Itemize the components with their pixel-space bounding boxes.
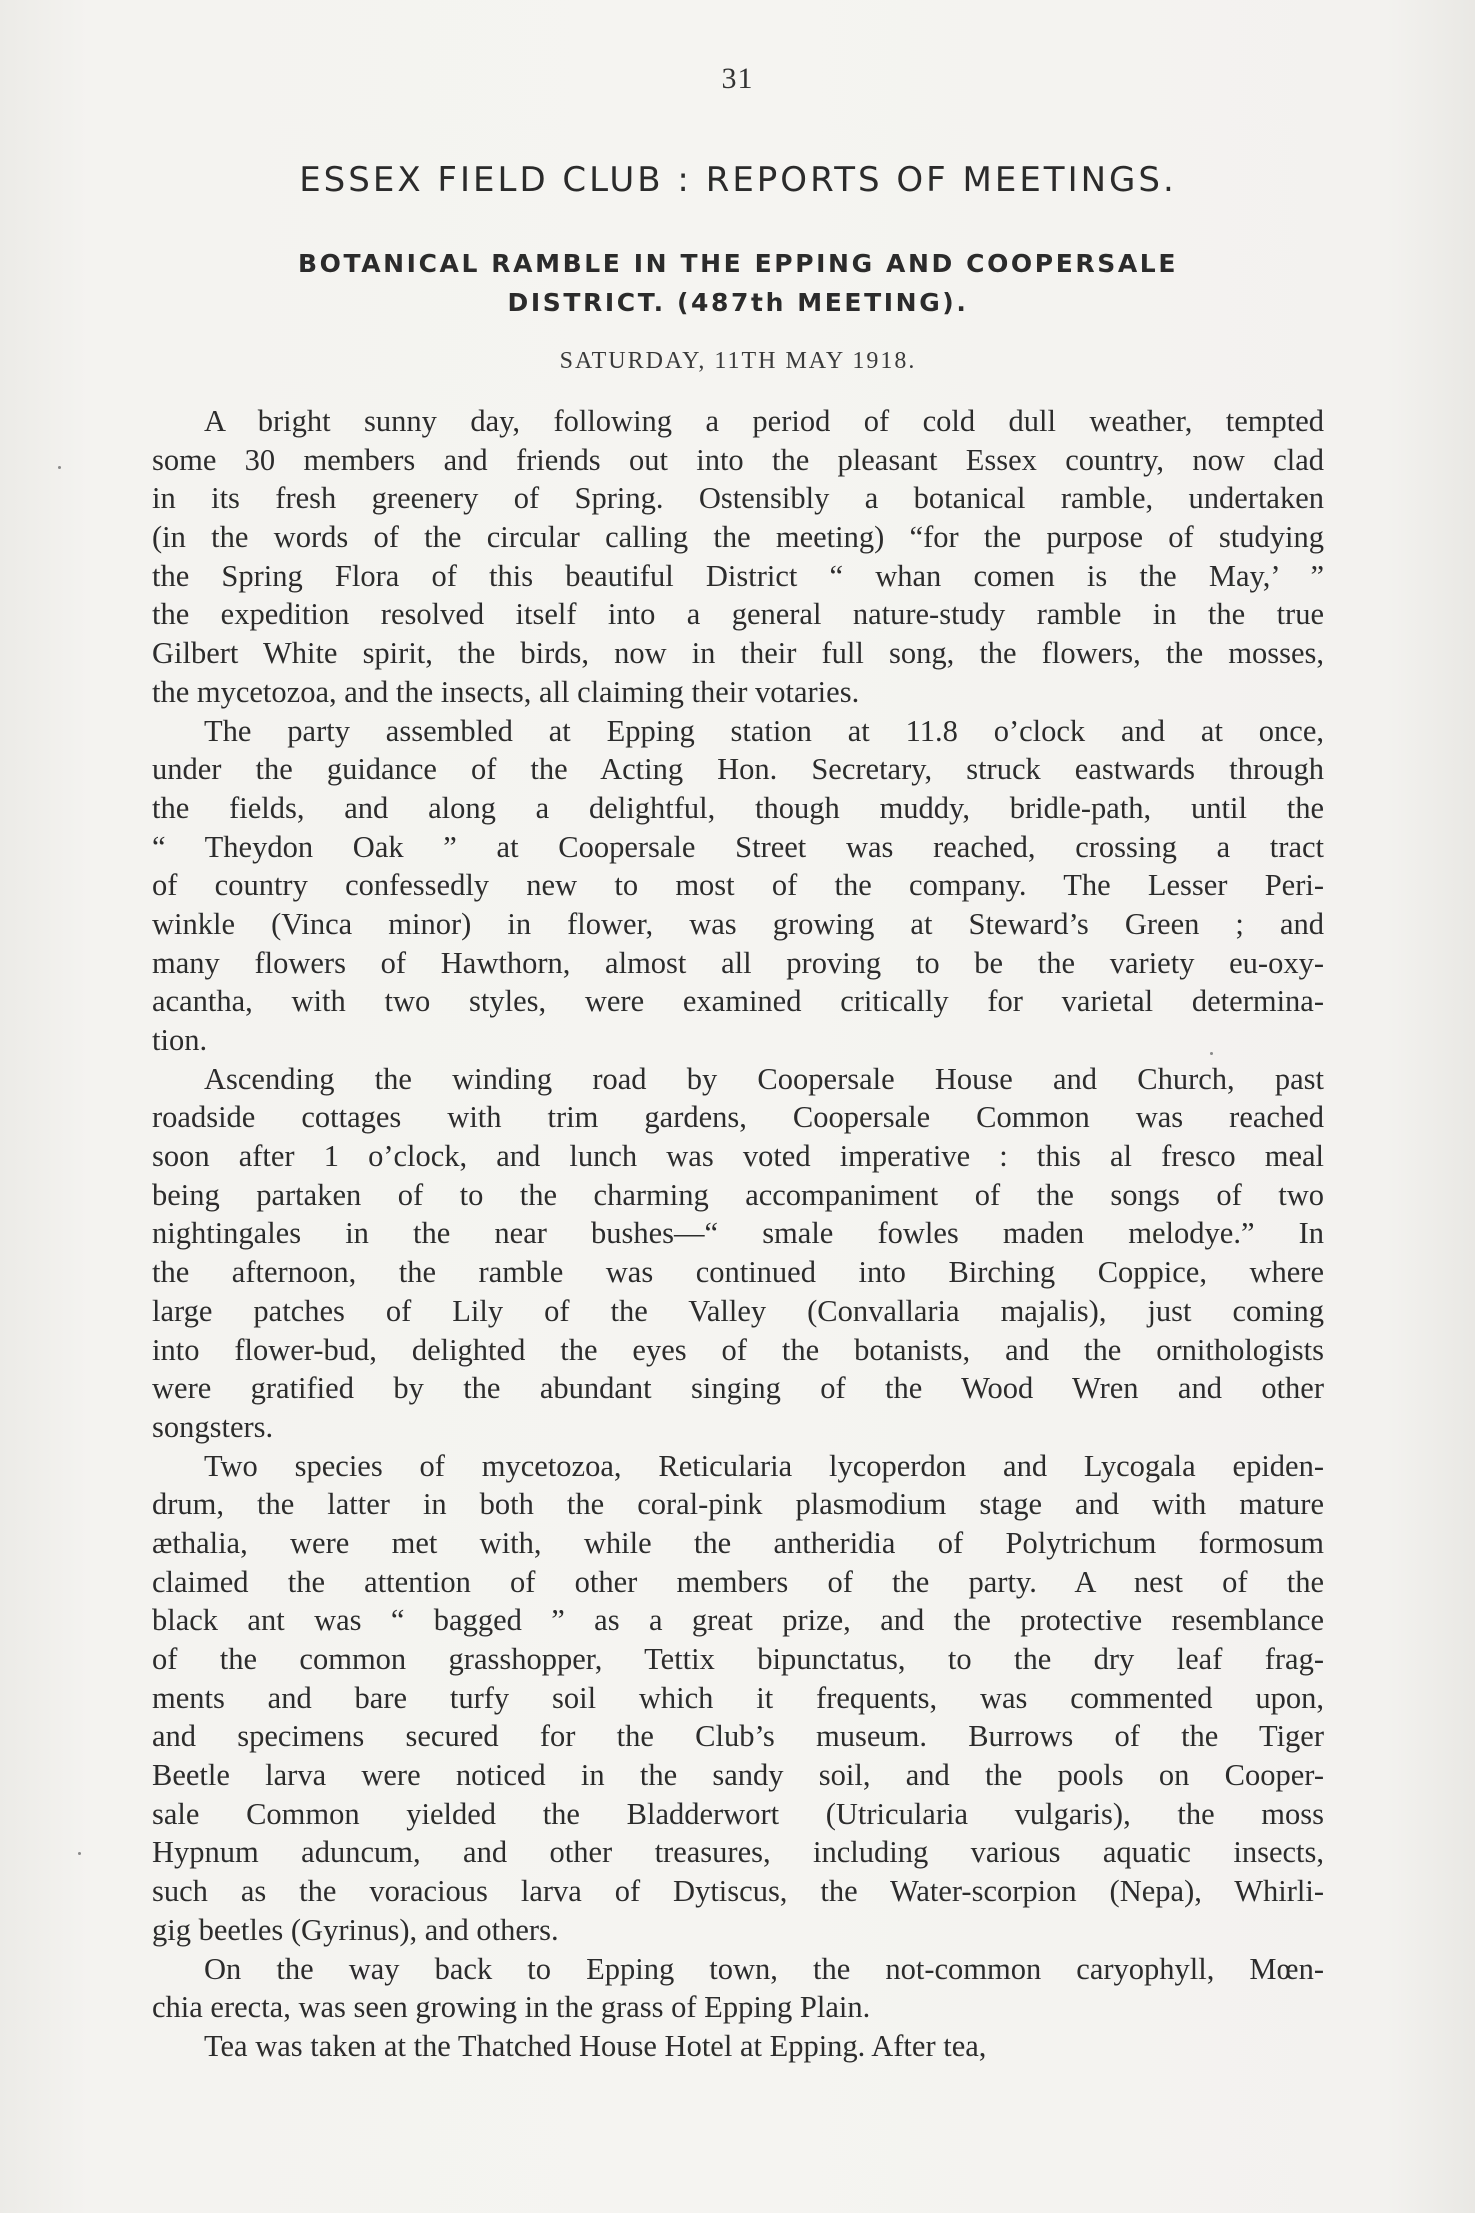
text-line: the expedition resolved itself into a general nature-study ramble in the true	[152, 597, 1324, 632]
text-line: tion.	[152, 1023, 208, 1057]
text-line: claimed the attention of other members of the party. A nest of the	[152, 1564, 1324, 1599]
text-line: gig beetles (Gyrinus), and others.	[152, 1912, 559, 1947]
meeting-title-line: DISTRICT. (487th MEETING).	[507, 288, 969, 317]
paper-speck	[1210, 1052, 1213, 1055]
text-line: æthalia, were met with, while the antheridia of Polytrichum formosum	[152, 1525, 1324, 1560]
text-line: Beetle larva were noticed in the sandy soil, and the pools on Cooper-	[152, 1758, 1324, 1793]
text-line: drum, the latter in both the coral-pink plasmodium stage and with mature	[152, 1487, 1324, 1522]
text-line: the mycetozoa, and the insects, all claiming their votaries.	[152, 674, 860, 709]
text-line: Hypnum aduncum, and other treasures, including various aquatic insects,	[152, 1835, 1324, 1870]
paragraph	[152, 1447, 1324, 1950]
paragraph	[152, 1950, 1324, 2027]
paper-speck	[58, 466, 61, 469]
text-line: some 30 members and friends out into the pleasant Essex country, now clad	[152, 442, 1324, 477]
paragraph	[152, 2027, 1324, 2066]
text-line: large patches of Lily of the Valley (Convallaria majalis), just coming	[152, 1293, 1324, 1328]
text-line: sale Common yielded the Bladderwort (Utricularia vulgaris), the moss	[152, 1796, 1324, 1831]
text-line: roadside cottages with trim gardens, Coopersale Common was reached	[152, 1100, 1324, 1135]
text-line: acantha, with two styles, were examined critically for varietal determina-	[152, 984, 1324, 1019]
text-line: the fields, and along a delightful, though muddy, bridle-path, until the	[152, 790, 1324, 825]
text-line: On the way back to Epping town, the not-common caryophyll, Mœn-	[204, 1951, 1324, 1986]
meeting-title-line: BOTANICAL RAMBLE IN THE EPPING AND COOPERSALE	[297, 249, 1178, 278]
text-line: The party assembled at Epping station at 11.8 o’clock and at once,	[204, 713, 1324, 748]
text-line: under the guidance of the Acting Hon. Secretary, struck eastwards through	[152, 752, 1324, 787]
paragraph	[152, 402, 1324, 712]
text-line: Two species of mycetozoa, Reticularia lycoperdon and Lycogala epiden-	[204, 1448, 1324, 1483]
text-line: A bright sunny day, following a period of cold dull weather, tempted	[204, 404, 1324, 438]
text-line: (in the words of the circular calling the meeting) “for the purpose of studying	[152, 520, 1324, 555]
text-line: of country confessedly new to most of the company. The Lesser Peri-	[152, 868, 1324, 903]
paragraph	[152, 712, 1324, 1060]
text-line: soon after 1 o’clock, and lunch was voted imperative : this al fresco meal	[152, 1139, 1324, 1174]
page-number: 31	[721, 62, 754, 95]
text-line: many flowers of Hawthorn, almost all proving to be the variety eu-oxy-	[152, 945, 1324, 980]
text-line: in its fresh greenery of Spring. Ostensibly a botanical ramble, undertaken	[152, 481, 1324, 516]
text-line: of the common grasshopper, Tettix bipunctatus, to the dry leaf frag-	[152, 1642, 1324, 1676]
text-line: and specimens secured for the Club’s museum. Burrows of the Tiger	[152, 1719, 1324, 1754]
meeting-date: SATURDAY, 11TH MAY 1918.	[559, 348, 917, 374]
section-heading: ESSEX FIELD CLUB : REPORTS OF MEETINGS.	[299, 160, 1177, 200]
text-line: nightingales in the near bushes—“ smale fowles maden melodye.” In	[152, 1216, 1324, 1251]
text-line: black ant was “ bagged ” as a great prize, and the protective resemblance	[152, 1603, 1324, 1638]
text-line: were gratified by the abundant singing of the Wood Wren and other	[152, 1371, 1324, 1406]
text-line: the afternoon, the ramble was continued into Birching Coppice, where	[152, 1255, 1324, 1290]
text-line: chia erecta, was seen growing in the grass of Epping Plain.	[152, 1990, 871, 2025]
report-body	[152, 402, 1324, 2066]
text-line: Ascending the winding road by Coopersale House and Church, past	[204, 1061, 1324, 1096]
text-line: Tea was taken at the Thatched House Hotel at Epping. After tea,	[204, 2028, 987, 2063]
text-line: the Spring Flora of this beautiful District “ whan comen is the May,’ ”	[152, 558, 1324, 593]
text-line: being partaken of to the charming accompaniment of the songs of two	[152, 1177, 1324, 1212]
text-line: “ Theydon Oak ” at Coopersale Street was reached, crossing a tract	[152, 829, 1324, 864]
text-line: songsters.	[152, 1409, 274, 1444]
text-line: winkle (Vinca minor) in flower, was growing at Steward’s Green ; and	[152, 906, 1324, 941]
text-line: such as the voracious larva of Dytiscus, the Water-scorpion (Nepa), Whirli-	[152, 1874, 1324, 1909]
paragraph	[152, 1060, 1324, 1447]
meeting-title	[152, 244, 1324, 322]
text-line: into flower-bud, delighted the eyes of the botanists, and the ornithologists	[152, 1332, 1324, 1367]
paper-speck	[78, 1852, 81, 1855]
text-line: ments and bare turfy soil which it frequents, was commented upon,	[152, 1680, 1324, 1715]
text-line: Gilbert White spirit, the birds, now in their full song, the flowers, the mosses,	[152, 636, 1324, 671]
